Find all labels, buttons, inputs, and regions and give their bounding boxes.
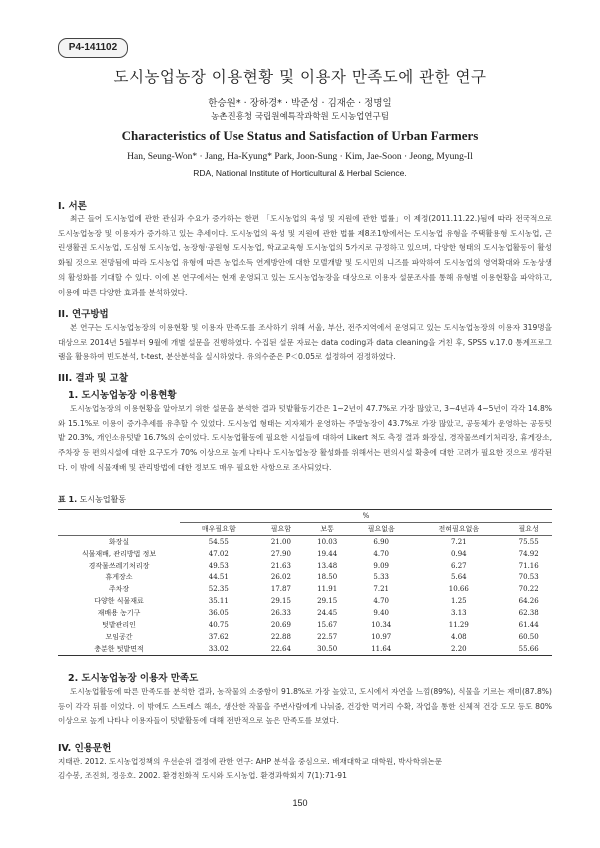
table-cell: 10.03 <box>317 537 338 546</box>
table-cell: 49.53 <box>208 561 229 570</box>
table-row <box>58 631 552 643</box>
table-cell: 30.50 <box>317 644 338 653</box>
section-heading-references: IV. 인용문헌 <box>58 743 112 754</box>
table-cell: 10.97 <box>371 632 392 641</box>
table-cell: 17.87 <box>270 585 291 594</box>
table-cell: 24.45 <box>317 609 338 618</box>
table-cell: 70.22 <box>518 585 539 594</box>
table-row <box>58 560 552 572</box>
table-cell: 4.08 <box>451 632 467 641</box>
table-cell: 4.70 <box>373 549 390 558</box>
facility-needs-table <box>58 509 552 656</box>
table-cell: 20.69 <box>270 620 291 629</box>
table-cell: 1.25 <box>451 597 467 606</box>
table-corner-cell <box>58 510 180 536</box>
table-cell: 71.16 <box>518 561 539 570</box>
table-cell: 10.34 <box>371 620 392 629</box>
table-cell: 6.90 <box>373 537 390 546</box>
table-cell: 22.64 <box>270 644 291 653</box>
title-korean: 도시농업농장 이용현황 및 이용자 만족도에 관한 연구 <box>113 68 487 86</box>
intro-paragraph: 최근 들어 도시농업에 관한 관심과 수요가 증가하는 한편 「도시농업의 육성 및 지원에 관한 법률」이 제정(2011.11.22.)됨에 따라 전국적으로 도시농업농장 및 이용자가 증가하고 있는 추세이다. 도시농업의 육성 및 지원에 관한 법률 제8조1항에서는 도시농업 유형을 주택활용형 도시농업, 근린생활권 도시농업, 도심형 도시농업, 농장형·공원형 도시농업, 학교교육형 도시농업의 5가지로 규정하고 있으며, 다양한 형태의 도시농업활동이 활성화될 것으로 전망됨에 따라 도시농업 유형에 따른 농업소득 연계방안에 대한 모델개발 및 도시민의 니즈를 파악하여 도시농업의 영역확대와 도농상생의 활성화를 기대할 수 있다. 이에 본 연구에서는 현재 운영되고 있는 도시농업농장을 대상으로 이용자 설문조사를 통해 유형별 이용현황을 파악하고, 이용에 따른 다양한 효과를 분석하였다. <box>58 214 552 297</box>
table-cell: 9.09 <box>373 561 390 570</box>
table-cell: 70.53 <box>518 573 539 582</box>
table-cell: 74.92 <box>518 549 539 558</box>
table-row <box>58 619 552 631</box>
section-heading-method: II. 연구방법 <box>58 309 109 320</box>
table-column-header: 필요없음 <box>350 522 412 535</box>
table-cell: 33.02 <box>208 644 229 653</box>
table-cell: 18.50 <box>317 573 338 582</box>
table-cell: 11.91 <box>317 585 338 594</box>
table-body <box>58 535 552 655</box>
table-cell: 15.67 <box>317 620 338 629</box>
table-column-header: 필요함 <box>258 522 305 535</box>
method-paragraph: 본 연구는 도시농업농장의 이용현황 및 이용자 만족도를 조사하기 위해 서울, 부산, 전주지역에서 운영되고 있는 도시농업농장의 이용자 319명을 대상으로 2014년 5월부터 9월에 개별 설문을 진행하였다. 수집된 설문 자료는 data coding과 data cleaning을 거친 후, SPSS v.17.0 통계프로그램을 활용하여 빈도분석, t-test, 분산분석을 실시하였다. 유의수준은 P＜0.05로 설정하여 검정하였다. <box>58 323 552 362</box>
table-column-header: 보통 <box>304 522 350 535</box>
table-row <box>58 643 552 655</box>
table-cell: 13.48 <box>317 561 338 570</box>
table-cell: 40.75 <box>208 620 229 629</box>
table-row <box>58 583 552 595</box>
table-row <box>58 571 552 583</box>
table-cell: 2.20 <box>451 644 467 653</box>
table-cell: 11.64 <box>371 644 392 653</box>
subsection-heading-usage: 1. 도시농업농장 이용현황 <box>68 390 177 401</box>
table-cell: 21.00 <box>270 537 291 546</box>
table-cell: 7.21 <box>451 537 467 546</box>
table-cell: 36.05 <box>208 609 229 618</box>
table-cell: 75.55 <box>518 537 539 546</box>
authors-korean: 한승원* · 장하경* · 박준성 · 김재순 · 정명일 <box>208 98 392 109</box>
table-cell: 7.21 <box>373 585 390 594</box>
title-english: Characteristics of Use Status and Satisfaction of Urban Farmers <box>121 128 479 143</box>
table-unit: % <box>180 510 552 523</box>
table-cell: 5.33 <box>373 573 390 582</box>
table-cell: 54.55 <box>208 537 229 546</box>
table-row-label: 충분한 텃밭면적 <box>94 644 144 653</box>
table-column-header: 전혀필요없음 <box>412 522 505 535</box>
table-row <box>58 595 552 607</box>
table-row-label: 텃밭관리인 <box>102 620 136 629</box>
table-cell: 26.02 <box>270 573 291 582</box>
table-cell: 19.44 <box>317 549 338 558</box>
usage-paragraph: 도시농업농장의 이용현황을 알아보기 위한 설문을 분석한 결과 텃밭활동기간은 1~2년이 47.7%로 가장 많았고, 3~4년과 4~5년이 각각 14.8%와 15.1%로 이용이 증가추세를 유추할 수 있었다. 도시농업 형태는 지자체가 운영하는 주말농장이 43.7%로 가장 많았고, 공동체가 운영하는 공동텃밭 20.3%, 개인소유텃밭 16.7%의 순이었다. 도시농업활동에 필요한 시설들에 대하여 Likert 척도 측정 결과 화장실, 경작물쓰레기처리장, 휴게장소, 주차장 등 편의시설에 대한 요구도가 70% 이상으로 높게 나타나 도시농업농장 활성화를 위해서는 편의시설 확충에 대한 고려가 필요한 것으로 생각된다. 이 밖에 식물재배 및 관리방법에 대한 정보도 매우 필요한 사항으로 조사되었다. <box>58 404 552 472</box>
table-row-label: 다양한 식물재료 <box>94 597 144 606</box>
table-cell: 29.15 <box>270 597 291 606</box>
page-number: 150 <box>292 798 308 808</box>
table-cell: 21.63 <box>270 561 291 570</box>
reference-item: 김수봉, 조진희, 정응호. 2002. 환경친화적 도시와 도시농업. 환경과학회지 7(1):71-91 <box>58 771 347 780</box>
table-cell: 52.35 <box>208 585 229 594</box>
table-row <box>58 548 552 560</box>
table-cell: 60.50 <box>518 632 539 641</box>
subsection-heading-satisfaction: 2. 도시농업농장 이용자 만족도 <box>68 673 199 684</box>
table-caption-label: 표 1. <box>58 495 78 504</box>
table-row-label: 재배용 농기구 <box>97 609 141 618</box>
table-row-label: 경작물쓰레기처리장 <box>88 561 150 570</box>
table-cell: 64.26 <box>518 597 539 606</box>
reference-item: 지태관. 2012. 도시농업정책의 우선순위 결정에 관한 연구: AHP 분석을 중심으로. 배재대학교 대학원, 박사학위논문 <box>58 757 443 766</box>
authors-english: Han, Seung-Won* · Jang, Ha-Kyung* Park, Joon-Sung · Kim, Jae-Soon · Jeong, Myung-Il <box>127 152 473 162</box>
satisfaction-paragraph: 도시농업활동에 따른 만족도를 분석한 결과, 농작물의 소중함이 91.8%로 가장 높았고, 도시에서 자연을 느낌(89%), 식물을 기르는 재미(87.8%) 등이 각각 뒤를 이었다. 이 밖에도 스트레스 해소, 생산한 작물을 주변사람에게 나눠줌, 건강한 먹거리 수확, 작업을 통한 신체적 건강 도모 등도 80% 이상으로 높게 나타나 이용자들이 텃밭활동에 대해 전반적으로 높은 만족도를 보였다. <box>58 687 552 726</box>
table-cell: 11.29 <box>448 620 469 629</box>
table-cell: 44.51 <box>208 573 229 582</box>
table-row-label: 주차장 <box>108 585 130 594</box>
table-cell: 62.38 <box>518 609 539 618</box>
references-list <box>58 755 552 783</box>
table-row <box>58 607 552 619</box>
table-cell: 22.57 <box>317 632 338 641</box>
table-column-header: 매우필요함 <box>180 522 258 535</box>
table-cell: 61.44 <box>518 620 539 629</box>
table-cell: 3.13 <box>451 609 467 618</box>
table-caption <box>58 494 126 505</box>
table-cell: 29.15 <box>317 597 338 606</box>
section-heading-results: III. 결과 및 고찰 <box>58 373 129 384</box>
table-cell: 47.02 <box>208 549 229 558</box>
table-cell: 5.64 <box>451 573 467 582</box>
table-cell: 10.66 <box>448 585 469 594</box>
table-row-label: 식물재배, 관리방법 정보 <box>81 549 157 558</box>
table-cell: 4.70 <box>373 597 390 606</box>
table-row <box>58 535 552 547</box>
table-cell: 26.33 <box>270 609 291 618</box>
affiliation-korean: 농촌진흥청 국립원예특작과학원 도시농업연구팀 <box>211 112 389 122</box>
table-cell: 9.40 <box>373 609 390 618</box>
table-cell: 27.90 <box>270 549 291 558</box>
table-column-header: 필요성 <box>505 522 552 535</box>
affiliation-english: RDA, National Institute of Horticultural & Herbal Science. <box>193 168 407 178</box>
table-unit-row <box>58 510 552 523</box>
table-cell: 6.27 <box>451 561 467 570</box>
table-row-label: 휴게장소 <box>105 573 133 582</box>
table-row-label: 화장실 <box>108 537 130 546</box>
table-cell: 55.66 <box>518 644 539 653</box>
table-row-label: 모임공간 <box>105 632 133 641</box>
poster-id-badge: P4-141102 <box>58 38 128 58</box>
table-cell: 22.88 <box>270 632 291 641</box>
table-cell: 37.62 <box>208 632 229 641</box>
table-cell: 35.11 <box>208 597 229 606</box>
table-cell: 0.94 <box>451 549 467 558</box>
section-heading-intro: I. 서론 <box>58 201 87 212</box>
table-caption-text: 도시농업활동 <box>77 495 127 504</box>
